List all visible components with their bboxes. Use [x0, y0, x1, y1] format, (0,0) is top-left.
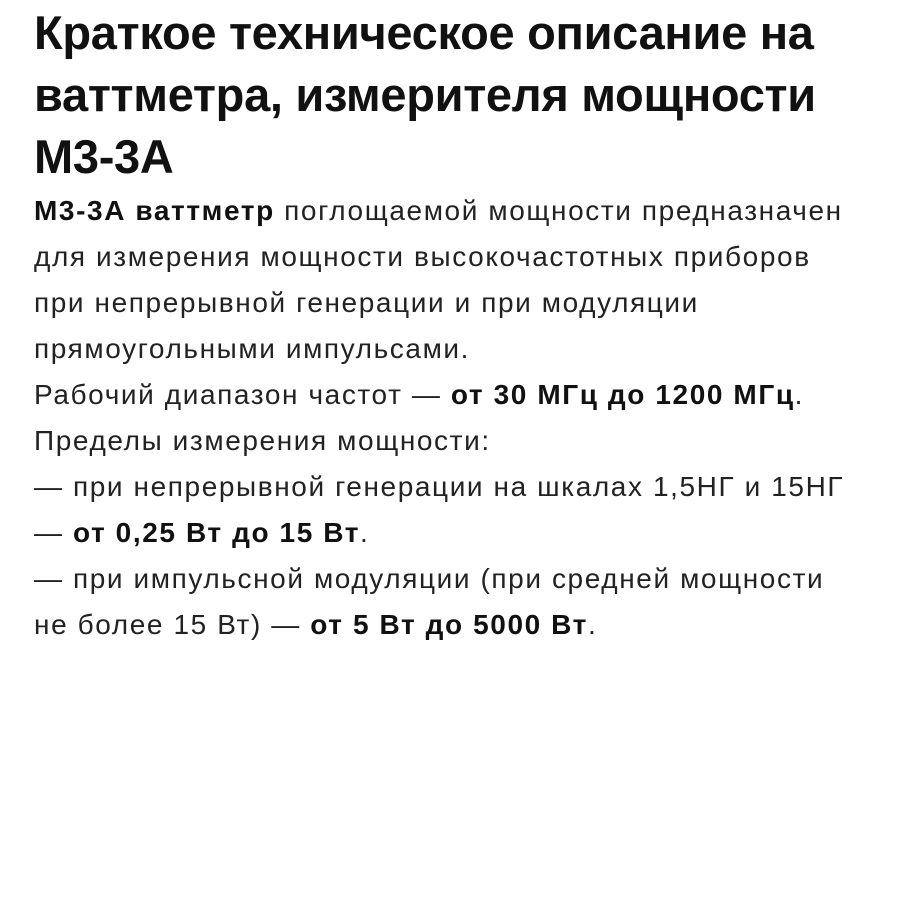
- continuous-paragraph: [34, 464, 866, 556]
- continuous-range: от 0,25 Вт до 15 Вт: [72, 517, 361, 548]
- frequency-range: от 30 МГц до 1200 МГц: [450, 379, 795, 410]
- pulse-text: — при импульсной модуляции (при средней мощности не более 15 Вт) —: [34, 563, 825, 640]
- pulse-range: от 5 Вт до 5000 Вт: [310, 609, 588, 640]
- continuous-text: — при непрерывной генерации на шкалах 1,5НГ и 15НГ —: [34, 471, 845, 548]
- continuous-end: .: [360, 517, 370, 548]
- pulse-end: .: [587, 609, 598, 640]
- frequency-end: .: [794, 379, 805, 410]
- frequency-text: Рабочий диапазон частот —: [34, 379, 451, 410]
- intro-paragraph: [34, 188, 866, 372]
- pulse-paragraph: [34, 556, 866, 648]
- article-title: Краткое техническое описание на ваттметра, измерителя мощности М3-3А: [34, 6, 816, 183]
- frequency-paragraph: [34, 372, 866, 418]
- intro-text: поглощаемой мощности предназначен для измерения мощности высокочастотных приборов при непрерывной генерации и при модуляции прямоугольными импульсами.: [34, 195, 843, 364]
- intro-bold: М3-3А ваттметр: [34, 195, 275, 226]
- limits-heading: Пределы измерения мощности:: [34, 425, 491, 456]
